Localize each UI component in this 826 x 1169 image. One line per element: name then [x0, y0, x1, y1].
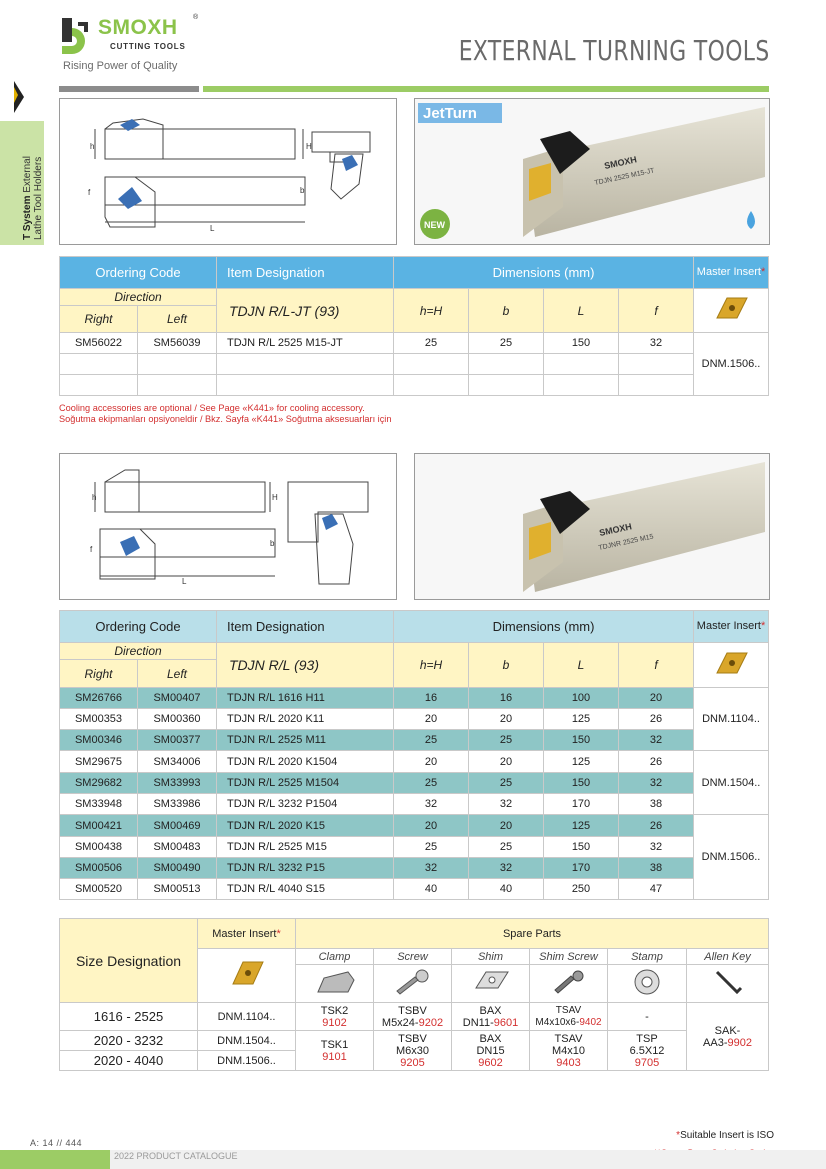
- shim-screw-2-spec: M4x10: [551, 1044, 586, 1057]
- screw-1-spec: M5x24-: [381, 1016, 419, 1029]
- subhead-stamp: Stamp: [608, 949, 687, 965]
- dim-h-label-2: h: [92, 493, 97, 502]
- dim-col-f: f: [619, 643, 694, 688]
- dim-f: 38: [619, 794, 694, 815]
- iso-note-text: Suitable Insert is ISO: [680, 1130, 774, 1141]
- empty-cell: [394, 354, 469, 375]
- allen-key-code: 9902: [727, 1036, 752, 1049]
- shim-2-code: 9602: [478, 1056, 503, 1069]
- technical-drawing-1: [59, 98, 397, 245]
- insert-icon: [711, 649, 751, 679]
- shim-screw-icon-cell: [530, 965, 608, 1003]
- dim-L: 150: [544, 773, 619, 794]
- shim-screw-1: [530, 1003, 608, 1031]
- empty-cell: [544, 375, 619, 396]
- insert-icon: [711, 294, 751, 324]
- spare-parts-header: Spare Parts: [296, 919, 769, 949]
- code-right: SM29675: [60, 751, 138, 773]
- item-name: TDJN R/L 3232 P15: [217, 858, 394, 879]
- code-left: SM00513: [138, 879, 217, 900]
- shim-screw-1-name: TSAV: [555, 1004, 582, 1016]
- holder-brand-2: SMOXH: [598, 521, 633, 538]
- screw-1: [374, 1003, 452, 1031]
- shim-screw-2-code: 9403: [556, 1056, 581, 1069]
- code-left: SM00377: [138, 730, 217, 751]
- page-title: EXTERNAL TURNING TOOLS: [459, 34, 770, 67]
- code-right: SM00520: [60, 879, 138, 900]
- screw-2: [374, 1031, 452, 1071]
- cooling-note-tr: Soğutma ekipmanları opsiyoneldir / Bkz. Sayfa «K441» Soğutma aksesuarları için: [59, 414, 392, 424]
- clamp-2: [296, 1031, 374, 1071]
- dim-h: 16: [394, 688, 469, 709]
- dim-h: 25: [394, 333, 469, 354]
- screw-2-name: TSBV: [398, 1032, 427, 1045]
- size-row-3: 2020 - 4040: [60, 1051, 198, 1071]
- iso-note-star: *: [676, 1130, 681, 1141]
- shim-screw-2-name: TSAV: [554, 1032, 583, 1045]
- stamp-1: -: [608, 1003, 687, 1031]
- direction-right: Right: [60, 660, 138, 688]
- holder-code-2: TDJNR 2525 M15: [597, 533, 655, 552]
- dim-L-label-2: L: [182, 577, 187, 586]
- item-name: TDJN R/L 2525 M11: [217, 730, 394, 751]
- subhead-shim-screw: Shim Screw: [530, 949, 608, 965]
- shim-screw-1-code: 9402: [579, 1016, 602, 1028]
- item-name: TDJN R/L 2020 K15: [217, 815, 394, 837]
- dim-b-label: b: [300, 186, 305, 195]
- code-left: SM00469: [138, 815, 217, 837]
- dim-b: 40: [469, 879, 544, 900]
- clamp-2-name: TSK1: [320, 1038, 349, 1051]
- table-row: [60, 858, 769, 879]
- dim-b: 32: [469, 858, 544, 879]
- direction-right: Right: [60, 306, 138, 333]
- shim-icon-cell: [452, 965, 530, 1003]
- screw-2-spec: M6x30: [395, 1044, 430, 1057]
- side-label-1: External: [22, 156, 33, 193]
- dim-H-label: H: [306, 142, 312, 151]
- code-right: SM00353: [60, 709, 138, 730]
- stamp-icon: [622, 966, 672, 998]
- dim-L: 150: [544, 730, 619, 751]
- dim-b: 20: [469, 815, 544, 837]
- col-ordering-code: Ordering Code: [60, 257, 217, 289]
- direction-label: Direction: [60, 643, 217, 660]
- col-item-designation: Item Designation: [217, 257, 394, 289]
- code-right: SM26766: [60, 688, 138, 709]
- empty-cell: [619, 354, 694, 375]
- designation-title: TDJN R/L-JT (93): [217, 289, 394, 333]
- catalog-label: 2022 PRODUCT CATALOGUE: [114, 1151, 238, 1161]
- product-photo-2: [414, 453, 770, 600]
- shim-2-name: BAX: [479, 1032, 502, 1045]
- code-right: SM00506: [60, 858, 138, 879]
- item-name: TDJN R/L 3232 P1504: [217, 794, 394, 815]
- dim-f: 20: [619, 688, 694, 709]
- header-rule-accent: [203, 86, 769, 92]
- code-left: SM00483: [138, 837, 217, 858]
- table-row: [60, 751, 769, 773]
- designation-title: TDJN R/L (93): [217, 643, 394, 688]
- code-left: SM34006: [138, 751, 217, 773]
- dim-h: 25: [394, 730, 469, 751]
- spare-master-insert-header: [198, 919, 296, 949]
- item-name: TDJN R/L 1616 H11: [217, 688, 394, 709]
- allen-key-spec: AA3-: [703, 1036, 728, 1049]
- empty-cell: [217, 354, 394, 375]
- stamp-icon-cell: [608, 965, 687, 1003]
- empty-cell: [217, 375, 394, 396]
- dim-f: 38: [619, 858, 694, 879]
- brand-logo-icon: [58, 14, 96, 58]
- dim-b: 25: [469, 773, 544, 794]
- screw-icon: [388, 966, 438, 998]
- code-left: SM33993: [138, 773, 217, 794]
- table-row: [60, 730, 769, 751]
- spare-insert-image: [198, 949, 296, 1003]
- col-ordering-code: Ordering Code: [60, 611, 217, 643]
- master-insert-label: Master Insert: [696, 266, 761, 278]
- insert-icon: [227, 958, 267, 990]
- empty-cell: [60, 375, 138, 396]
- dim-f-label: f: [88, 188, 91, 197]
- insert-row-3: DNM.1506..: [198, 1051, 296, 1071]
- shim-1-spec: DN11-: [462, 1016, 494, 1029]
- dim-b: 16: [469, 688, 544, 709]
- dim-f: 47: [619, 879, 694, 900]
- shim-2: [452, 1031, 530, 1071]
- table-row: [60, 815, 769, 837]
- dim-col-b: b: [469, 643, 544, 688]
- table-row: [60, 794, 769, 815]
- dim-h: 20: [394, 815, 469, 837]
- spare-master-insert-star: *: [276, 927, 281, 940]
- dim-H-label-2: H: [272, 493, 278, 502]
- code-right: SM56022: [60, 333, 138, 354]
- dim-f: 32: [619, 333, 694, 354]
- table-row: [60, 837, 769, 858]
- iso-note: [676, 1130, 774, 1141]
- code-left: SM00490: [138, 858, 217, 879]
- dim-L: 150: [544, 837, 619, 858]
- code-right: SM00438: [60, 837, 138, 858]
- spare-master-insert-label: Master Insert: [212, 927, 277, 940]
- dim-h: 40: [394, 879, 469, 900]
- code-left: SM56039: [138, 333, 217, 354]
- item-name: TDJN R/L 2525 M15: [217, 837, 394, 858]
- shim-screw-icon: [544, 966, 594, 998]
- dim-L: 100: [544, 688, 619, 709]
- dim-h: 25: [394, 837, 469, 858]
- empty-cell: [619, 375, 694, 396]
- cooling-note-en: Cooling accessories are optional / See Page «K441» for cooling accessory.: [59, 403, 365, 413]
- dim-f: 26: [619, 815, 694, 837]
- side-tab-label: [22, 120, 44, 240]
- subhead-allen-key: Allen Key: [687, 949, 769, 965]
- dim-b: 32: [469, 794, 544, 815]
- stamp-2-code: 9705: [634, 1056, 660, 1069]
- side-system: T System: [22, 195, 33, 240]
- clamp-icon-cell: [296, 965, 374, 1003]
- master-insert-label: Master Insert: [696, 620, 761, 632]
- dim-h: 20: [394, 751, 469, 773]
- shim-1: [452, 1003, 530, 1031]
- table-row: [60, 688, 769, 709]
- item-name: TDJN R/L 2525 M15-JT: [217, 333, 394, 354]
- direction-left: Left: [138, 306, 217, 333]
- ordering-table-main: [59, 610, 769, 900]
- stamp-2-name: TSP: [636, 1032, 658, 1045]
- clamp-icon: [310, 966, 360, 998]
- brand-subtitle: CUTTING TOOLS: [110, 42, 186, 51]
- empty-cell: [469, 354, 544, 375]
- tagline: Rising Power of Quality: [63, 60, 178, 72]
- item-name: TDJN R/L 2525 M1504: [217, 773, 394, 794]
- dim-col-h: h=H: [394, 289, 469, 333]
- dim-L: 150: [544, 333, 619, 354]
- size-designation-header: Size Designation: [60, 919, 198, 1003]
- screw-1-code: 9202: [418, 1016, 444, 1029]
- dim-L: 250: [544, 879, 619, 900]
- dim-L: 125: [544, 709, 619, 730]
- allen-key-icon: [703, 966, 753, 998]
- clamp-1: [296, 1003, 374, 1031]
- col-dimensions: Dimensions (mm): [394, 257, 694, 289]
- table-row: [60, 709, 769, 730]
- footer-accent: [0, 1150, 110, 1169]
- page-number: A: 14 // 444: [30, 1138, 83, 1148]
- size-row-2: 2020 - 3232: [60, 1031, 198, 1051]
- code-right: SM00346: [60, 730, 138, 751]
- code-right: SM33948: [60, 794, 138, 815]
- col-dimensions: Dimensions (mm): [394, 611, 694, 643]
- shim-2-spec: DN15: [476, 1044, 505, 1057]
- stamp-2: [608, 1031, 687, 1071]
- code-left: SM00360: [138, 709, 217, 730]
- table-row: [60, 879, 769, 900]
- empty-cell: [394, 375, 469, 396]
- dim-col-b: b: [469, 289, 544, 333]
- insert-row-1: DNM.1104..: [198, 1003, 296, 1031]
- product-photo-1: [414, 98, 770, 245]
- dim-h-label: h: [90, 142, 95, 151]
- registered-mark: ®: [193, 14, 199, 21]
- shim-screw-1-spec: M4x10x6-: [535, 1016, 580, 1028]
- dim-h: 32: [394, 794, 469, 815]
- dim-f: 32: [619, 837, 694, 858]
- dim-L: 170: [544, 858, 619, 879]
- empty-cell: [138, 354, 217, 375]
- insert-image-cell: [694, 289, 769, 333]
- insert-code: DNM.1506..: [694, 333, 769, 396]
- dim-col-L: L: [544, 289, 619, 333]
- subhead-shim: Shim: [452, 949, 530, 965]
- dim-b-label-2: b: [270, 539, 275, 548]
- clamp-1-name: TSK2: [320, 1004, 349, 1017]
- screw-icon-cell: [374, 965, 452, 1003]
- dim-f-label-2: f: [90, 545, 93, 554]
- subhead-screw: Screw: [374, 949, 452, 965]
- col-item-designation: Item Designation: [217, 611, 394, 643]
- holder-brand-1: SMOXH: [603, 154, 638, 171]
- side-tool-icon: [0, 77, 44, 121]
- new-badge: NEW: [424, 220, 445, 230]
- side-label-2: Lathe Tool Holders: [33, 156, 44, 240]
- item-name: TDJN R/L 2020 K1504: [217, 751, 394, 773]
- dim-b: 20: [469, 751, 544, 773]
- dim-L-label: L: [210, 224, 215, 233]
- shim-screw-2: [530, 1031, 608, 1071]
- allen-key-name: SAK-: [714, 1024, 741, 1037]
- dim-h: 32: [394, 858, 469, 879]
- screw-1-name: TSBV: [398, 1004, 427, 1017]
- dim-f: 32: [619, 730, 694, 751]
- dim-b: 20: [469, 709, 544, 730]
- dim-h: 25: [394, 773, 469, 794]
- empty-cell: [138, 375, 217, 396]
- dim-b: 25: [469, 837, 544, 858]
- code-right: SM00421: [60, 815, 138, 837]
- code-left: SM33986: [138, 794, 217, 815]
- insert-image-cell: [694, 643, 769, 688]
- spare-parts-table: [59, 918, 769, 1071]
- stamp-2-spec: 6.5X12: [629, 1044, 665, 1057]
- shim-icon: [466, 966, 516, 998]
- dim-col-h: h=H: [394, 643, 469, 688]
- ordering-table-jt: [59, 256, 769, 396]
- direction-label: Direction: [60, 289, 217, 306]
- dim-f: 26: [619, 751, 694, 773]
- insert-code: DNM.1506..: [694, 815, 769, 900]
- shim-1-code: 9601: [493, 1016, 519, 1029]
- clamp-1-code: 9102: [322, 1016, 347, 1029]
- dim-b: 25: [469, 333, 544, 354]
- dim-b: 25: [469, 730, 544, 751]
- shim-1-name: BAX: [479, 1004, 502, 1017]
- dim-L: 125: [544, 815, 619, 837]
- screw-2-code: 9205: [400, 1056, 425, 1069]
- item-name: TDJN R/L 2020 K11: [217, 709, 394, 730]
- cooling-note: [59, 403, 391, 425]
- dim-col-L: L: [544, 643, 619, 688]
- subhead-clamp: Clamp: [296, 949, 374, 965]
- allen-key: [687, 1003, 769, 1071]
- empty-cell: [469, 375, 544, 396]
- dim-L: 170: [544, 794, 619, 815]
- item-name: TDJN R/L 4040 S15: [217, 879, 394, 900]
- code-right: SM29682: [60, 773, 138, 794]
- master-insert-star: *: [760, 266, 766, 278]
- header-rule: [59, 86, 199, 92]
- insert-row-2: DNM.1504..: [198, 1031, 296, 1051]
- allen-key-icon-cell: [687, 965, 769, 1003]
- dim-f: 26: [619, 709, 694, 730]
- technical-drawing-2: [59, 453, 397, 600]
- col-master-insert: [694, 611, 769, 643]
- master-insert-star: *: [760, 620, 766, 632]
- dim-L: 125: [544, 751, 619, 773]
- insert-code: DNM.1504..: [694, 751, 769, 815]
- empty-cell: [544, 354, 619, 375]
- table-row: [60, 773, 769, 794]
- direction-left: Left: [138, 660, 217, 688]
- brand-name: SMOXH: [98, 16, 178, 39]
- size-row-1: 1616 - 2525: [60, 1003, 198, 1031]
- empty-cell: [60, 354, 138, 375]
- insert-code: DNM.1104..: [694, 688, 769, 751]
- code-left: SM00407: [138, 688, 217, 709]
- holder-code-1: TDJN 2525 M15-JT: [593, 167, 656, 187]
- dim-h: 20: [394, 709, 469, 730]
- col-master-insert: [694, 257, 769, 289]
- clamp-2-code: 9101: [322, 1050, 347, 1063]
- dim-col-f: f: [619, 289, 694, 333]
- dim-f: 32: [619, 773, 694, 794]
- jetturn-badge: JetTurn: [423, 105, 477, 122]
